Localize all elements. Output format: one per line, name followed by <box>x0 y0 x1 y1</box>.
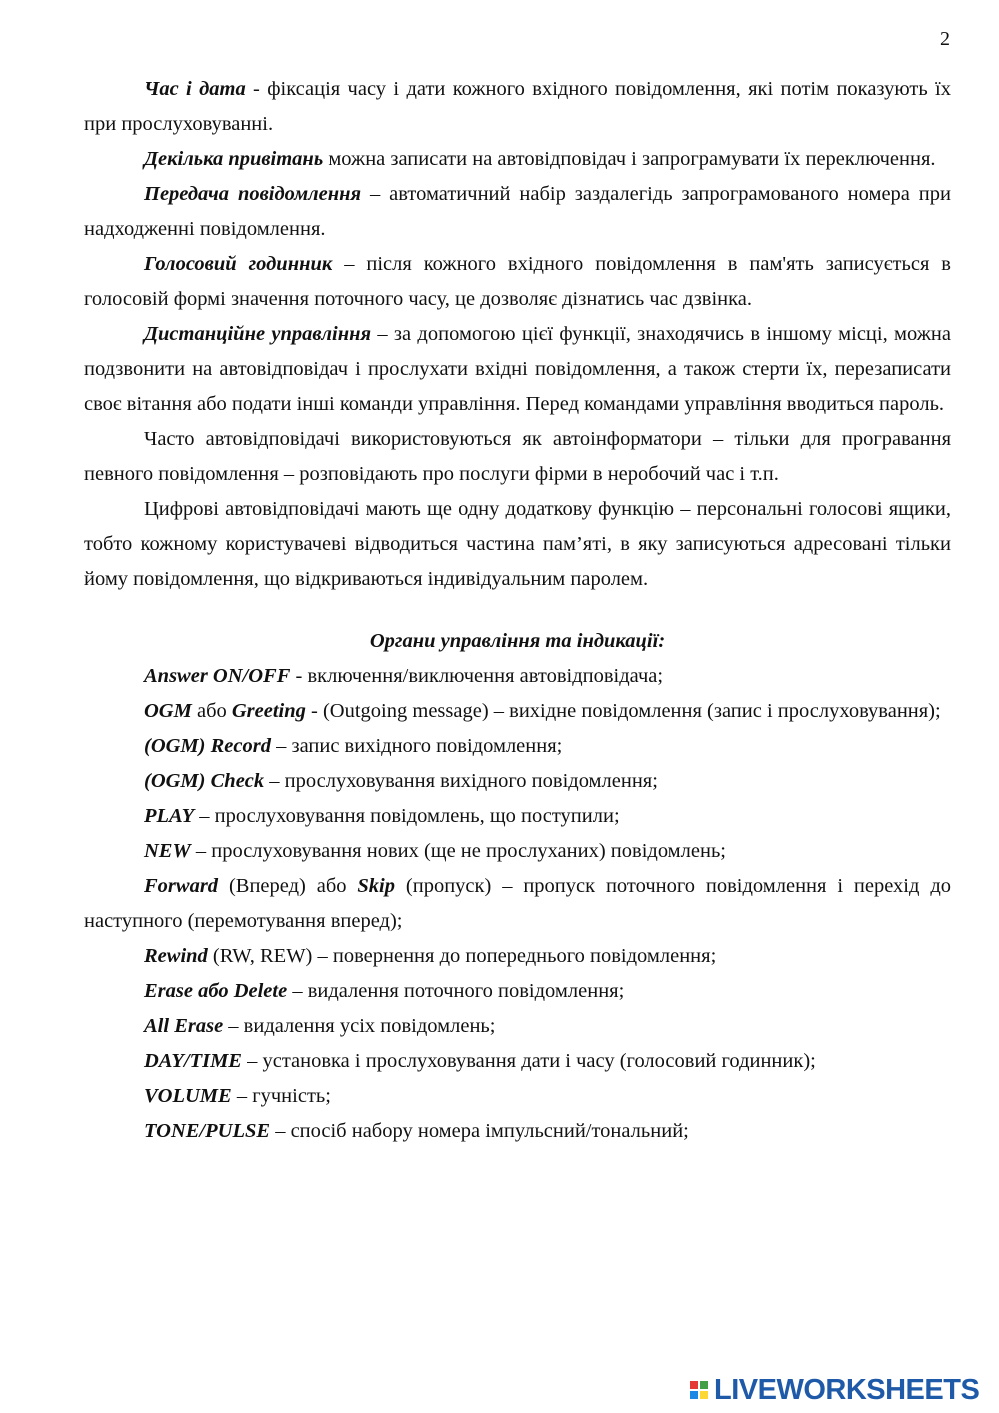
logo-square <box>700 1381 708 1389</box>
term: Голосовий годинник <box>144 253 333 275</box>
definition: – автоматичний набір заздалегідь запрограмованого номера при надходженні повідомлення. <box>84 183 951 240</box>
control-term: TONE/PULSE <box>144 1120 271 1142</box>
control-item <box>84 939 951 974</box>
control-item <box>84 1079 951 1114</box>
control-description: – установка і прослуховування дати і часу (голосовий годинник); <box>241 1050 816 1072</box>
control-term: DAY/TIME <box>144 1050 242 1072</box>
paragraph-time-date <box>84 72 951 142</box>
definition: – після кожного вхідного повідомлення в пам'ять записується в голосовій формі значення поточного часу, це дозволяє дізнатись час дзвінка. <box>84 253 951 310</box>
control-term: Rewind <box>144 945 208 967</box>
control-item <box>84 729 951 764</box>
control-term: (OGM) Check <box>144 770 265 792</box>
control-term: NEW <box>144 840 191 862</box>
definition: - фіксація часу і дати кожного вхідного повідомлення, які потім показують їх при прослуховуванні. <box>84 78 951 135</box>
control-item <box>84 1009 951 1044</box>
paragraph-voice-mailboxes: Цифрові автовідповідачі мають ще одну додаткову функцію – персональні голосові ящики, тобто кожному користувачеві відводиться частина пам’яті, в яку записуються адресовані тільки йому повідомлення, що відкриваються індивідуальним паролем. <box>84 498 951 590</box>
paragraph-remote-control <box>84 317 951 422</box>
paragraph-voice-clock <box>84 247 951 317</box>
control-term: OGM <box>144 700 192 722</box>
control-term: Erase або Delete <box>144 980 288 1002</box>
control-term: (OGM) Record <box>144 735 271 757</box>
control-description: – прослуховування повідомлень, що поступили; <box>194 805 620 827</box>
term: Час і дата <box>144 78 246 100</box>
control-term: Answer ON/OFF <box>144 665 291 687</box>
control-item <box>84 834 951 869</box>
section-heading: Органи управління та індикації: <box>369 630 666 652</box>
liveworksheets-brand[interactable] <box>690 1374 979 1406</box>
control-item <box>84 869 951 939</box>
control-item <box>84 799 951 834</box>
paragraph-message-forwarding <box>84 177 951 247</box>
control-term: Skip <box>357 875 396 897</box>
control-description: – гучність; <box>231 1085 331 1107</box>
term: Дистанційне управління <box>144 323 372 345</box>
control-description: – видалення поточного повідомлення; <box>287 980 625 1002</box>
control-term: Forward <box>144 875 219 897</box>
control-description: – прослуховування нових (ще не прослуханих) повідомлень; <box>190 840 726 862</box>
paragraph-greetings <box>84 142 951 177</box>
paragraph-autoinformers: Часто автовідповідачі використовуються як автоінформатори – тільки для програвання певного повідомлення – розповідають про послуги фірми в неробочий час і т.п. <box>84 428 951 485</box>
control-item <box>84 1114 951 1149</box>
definition: можна записати на автовідповідач і запрограмувати їх переключення. <box>323 148 936 170</box>
control-term: PLAY <box>144 805 195 827</box>
control-term: Greeting <box>231 700 306 722</box>
control-item <box>84 694 951 729</box>
control-description: – спосіб набору номера імпульсний/тональний; <box>270 1120 689 1142</box>
control-connector: (Вперед) або <box>218 875 358 897</box>
control-description: – запис вихідного повідомлення; <box>270 735 563 757</box>
logo-square <box>700 1391 708 1399</box>
page-number: 2 <box>940 28 950 50</box>
control-item <box>84 1044 951 1079</box>
control-description: - включення/виключення автовідповідача; <box>290 665 664 687</box>
logo-square <box>690 1381 698 1389</box>
control-description: – видалення усіх повідомлень; <box>223 1015 496 1037</box>
control-connector: або <box>191 700 232 722</box>
control-term: All Erase <box>144 1015 224 1037</box>
term: Декілька привітань <box>144 148 324 170</box>
definition: – за допомогою цієї функції, знаходячись в іншому місці, можна подзвонити на автовідповідач і прослухати вхідні повідомлення, а також стерти їх, перезаписати своє вітання або подати інші команди управління. Перед командами управління вводиться пароль. <box>84 323 951 415</box>
control-description: (RW, REW) – повернення до попереднього повідомлення; <box>207 945 717 967</box>
control-item <box>84 974 951 1009</box>
control-item <box>84 764 951 799</box>
brand-name: LIVEWORKSHEETS <box>714 1373 980 1406</box>
control-description: – прослуховування вихідного повідомлення; <box>264 770 658 792</box>
document-body <box>84 72 951 1149</box>
logo-square <box>690 1391 698 1399</box>
control-term: VOLUME <box>144 1085 232 1107</box>
term: Передача повідомлення <box>144 183 362 205</box>
control-description: - (Outgoing message) – вихідне повідомлення (запис і прослуховування); <box>305 700 941 722</box>
control-description: (пропуск) – пропуск поточного повідомлення і перехід до наступного (перемотування вперед); <box>84 875 951 932</box>
control-item <box>84 659 951 694</box>
liveworksheets-logo-icon <box>690 1381 708 1399</box>
